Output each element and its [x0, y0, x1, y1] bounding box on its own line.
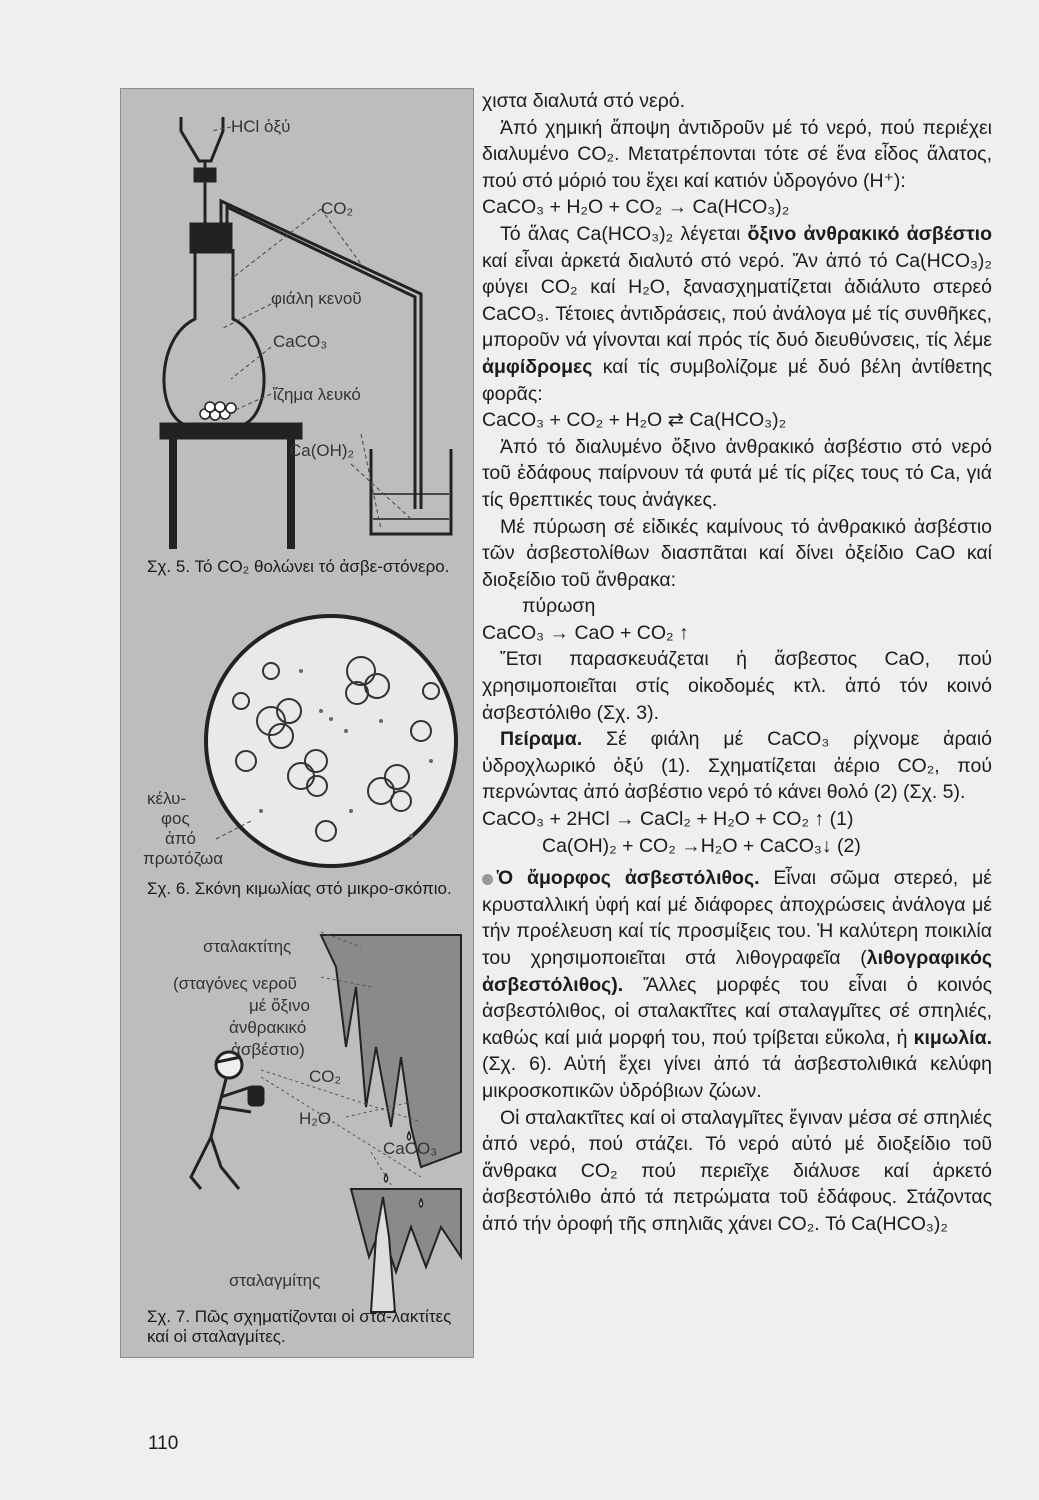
equation: CaCO₃ + H₂O + CO₂ → Ca(HCO₃)₂: [482, 196, 790, 219]
fig7-label-drops-4: ἀσβέστιο): [231, 1040, 305, 1059]
paragraph: [482, 726, 992, 806]
fig7-label-drops-2: μέ ὄξινο: [249, 996, 310, 1015]
equation: CaCO₃ + CO₂ + H₂O ⇄ Ca(HCO₃)₂: [482, 409, 787, 432]
heading-experiment: Πείραμα.: [500, 728, 583, 751]
term-chalk: κιμωλία.: [913, 1026, 992, 1049]
fig7-label-stalactite: σταλακτίτης: [203, 937, 292, 956]
fig7-label-drops-1: (σταγόνες νεροῦ: [173, 974, 297, 993]
fig6-label-shell-1: κέλυ-: [147, 789, 187, 808]
equation-label: πύρωση: [522, 595, 596, 618]
paragraph: χιστα διαλυτά στό νερό.: [482, 90, 686, 112]
fig7-label-h2o: H₂O: [299, 1109, 332, 1128]
paragraph: [482, 865, 992, 1104]
fig5-label-caco3: CaCO₃: [273, 332, 328, 351]
text-run: Σέ φιάλη μέ CaCO₃ ρίχνομε ἀραιό ὑδροχλωρικό ὀξύ (1). Σχηματίζεται ἀέριο CO₂, πού περνώντας ἀπό ἀσβέστιο νερό τό κάνει θολό (2) (Σχ. 5).: [482, 728, 992, 804]
fig7-label-stalagmite: σταλαγμίτης: [229, 1271, 321, 1290]
fig5-apparatus-drawing: [121, 89, 473, 559]
equation: CaCO₃ → CaO + CO₂ ↑: [482, 621, 689, 644]
text-run: (Σχ. 6). Αὐτή ἔχει γίνει ἀπό τά ἀσβεστολιθικά κελύφη μικροσκοπικῶν ὑδρόβιων ζώων.: [482, 1053, 992, 1102]
fig5-label-co2: CO₂: [321, 199, 354, 218]
fig6-label-shell-3: ἀπό: [165, 829, 197, 848]
paragraph: Οἱ σταλακτῖτες καί οἱ σταλαγμῖτες ἔγιναν μέσα σέ σπηλιές ἀπό νερό, πού στάζει. Τό νερό αὐτό μέ διοξείδιο τοῦ ἄνθρακα CO₂ πού περιεῖχε διάλυσε καί ἀρκετό ἀσβεστόλιθο ἀπό τά πετρώματα τοῦ ἐδάφους. Στάζοντας ἀπό τήν ὀροφή τῆς σπηλιᾶς χάνει CO₂. Τό Ca(HCO₃)₂: [482, 1106, 992, 1235]
equation: CaCO₃ + 2HCl → CaCl₂ + H₂O + CO₂ ↑ (1): [482, 808, 854, 831]
paragraph: Ἔτσι παρασκευάζεται ἡ ἄσβεστος CaO, πού χρησιμοποιεῖται στίς οἰκοδομές κτλ. ἀπό τόν κοινό ἀσβεστόλιθο (Σχ. 3).: [482, 648, 992, 724]
fig5-label-hcl: HCl ὀξύ: [231, 117, 291, 136]
term-acid-calcium-carbonate: ὄξινο ἀνθρακικό ἀσβέστιο: [747, 222, 992, 245]
fig7-label-drops-3: ἀνθρακικό: [229, 1018, 307, 1037]
text-run: Τό ἅλας Ca(HCO₃)₂ λέγεται: [500, 222, 748, 245]
text-run: καί τίς συμβολίζομε μέ δυό βέλη ἀντίθετης φορᾶς:: [482, 355, 992, 405]
fig5-label-precipitate: ἵζημα λευκό: [273, 385, 361, 404]
fig7-label-co2: CO₂: [309, 1067, 342, 1086]
fig5-label-caoh2: Ca(OH)₂: [289, 441, 355, 460]
bullet-icon: [482, 874, 493, 885]
term-lithographic-limestone: λιθογραφικός ἀσβεστόλιθος).: [482, 947, 992, 996]
term-reversible: ἀμφίδρομες: [482, 355, 593, 378]
paragraph: Ἀπό τό διαλυμένο ὄξινο ἀνθρακικό ἀσβέστιο στό νερό τοῦ ἐδάφους παίρνουν τά φυτά μέ τίς ρίζες τους τό Ca, γιά τίς θρεπτικές τους ἀνάγκες.: [482, 435, 992, 511]
fig7-caption: Σχ. 7. Πῶς σχηματίζονται οἱ στα-λακτίτες καί οἱ σταλαγμίτες.: [147, 1307, 452, 1346]
equation: Ca(OH)₂ + CO₂ →H₂O + CaCO₃↓ (2): [542, 834, 861, 857]
fig6-caption: Σχ. 6. Σκόνη κιμωλίας στό μικρο-σκόπιο.: [147, 879, 452, 898]
paragraph: Ἀπό χημική ἄποψη ἀντιδροῦν μέ τό νερό, πού περιέχει διαλυμένο CO₂. Μετατρέπονται τότε σέ ἕνα εἶδος ἅλατος, πού στό μόριό του ἔχει καί κατιόν ὑδρογόνο (H⁺):: [482, 116, 992, 192]
fig7-label-caco3: CaCO₃: [383, 1139, 438, 1158]
paragraph: Μέ πύρωση σέ εἰδικές καμίνους τό ἀνθρακικό ἀσβέστιο τῶν ἀσβεστολίθων διασπᾶται καί δίνει ὀξείδιο CaO καί διοξείδιο τοῦ ἄνθρακα:: [482, 515, 992, 591]
paragraph: [482, 221, 992, 407]
fig5-caption: Σχ. 5. Τό CO₂ θολώνει τό ἀσβε-στόνερο.: [147, 557, 450, 576]
figure-sidebar: [120, 88, 474, 1358]
text-run: Ἄλλες μορφές του εἶναι ὁ κοινός ἀσβεστόλιθος, οἱ σταλακτῖτες καί σταλαγμῖτες σέ σπηλιές, καθώς καί μιά μορφή του, πού τρίβεται εὔκολα, ἡ: [482, 973, 992, 1049]
main-text-column: [482, 88, 992, 1238]
fig5-label-flask: φιάλη κενοῦ: [271, 289, 362, 308]
fig6-label-shell-4: πρωτόζωα: [143, 849, 224, 868]
text-run: καί εἶναι ἀρκετά διαλυτό στό νερό. Ἄν ἀπό τό Ca(HCO₃)₂ φύγει CO₂ καί H₂O, ξανασχηματίζεται ἀδιάλυτο στερεό CaCO₃. Τέτοιες ἀντιδράσεις, πού ἀνάλογα μέ τίς συνθῆκες, μποροῦν νά γίνονται καί πρός τίς δυό διευθύνσεις, τίς λέμε: [482, 249, 992, 352]
heading-amorphous-limestone: Ὁ ἄμορφος ἀσβεστόλιθος.: [497, 867, 760, 890]
page-number: 110: [148, 1433, 179, 1454]
text-run: Εἶναι σῶμα στερεό, μέ κρυσταλλική ὑφή καί μέ διάφορες ἀποχρώσεις ἀνάλογα μέ τήν προέλευση καί τίς προσμίξεις του. Ἡ καλύτερη ποικιλία του χρησιμοποιεῖται στά λιθογραφεῖα (: [482, 867, 993, 969]
fig6-label-shell-2: φος: [161, 809, 190, 828]
